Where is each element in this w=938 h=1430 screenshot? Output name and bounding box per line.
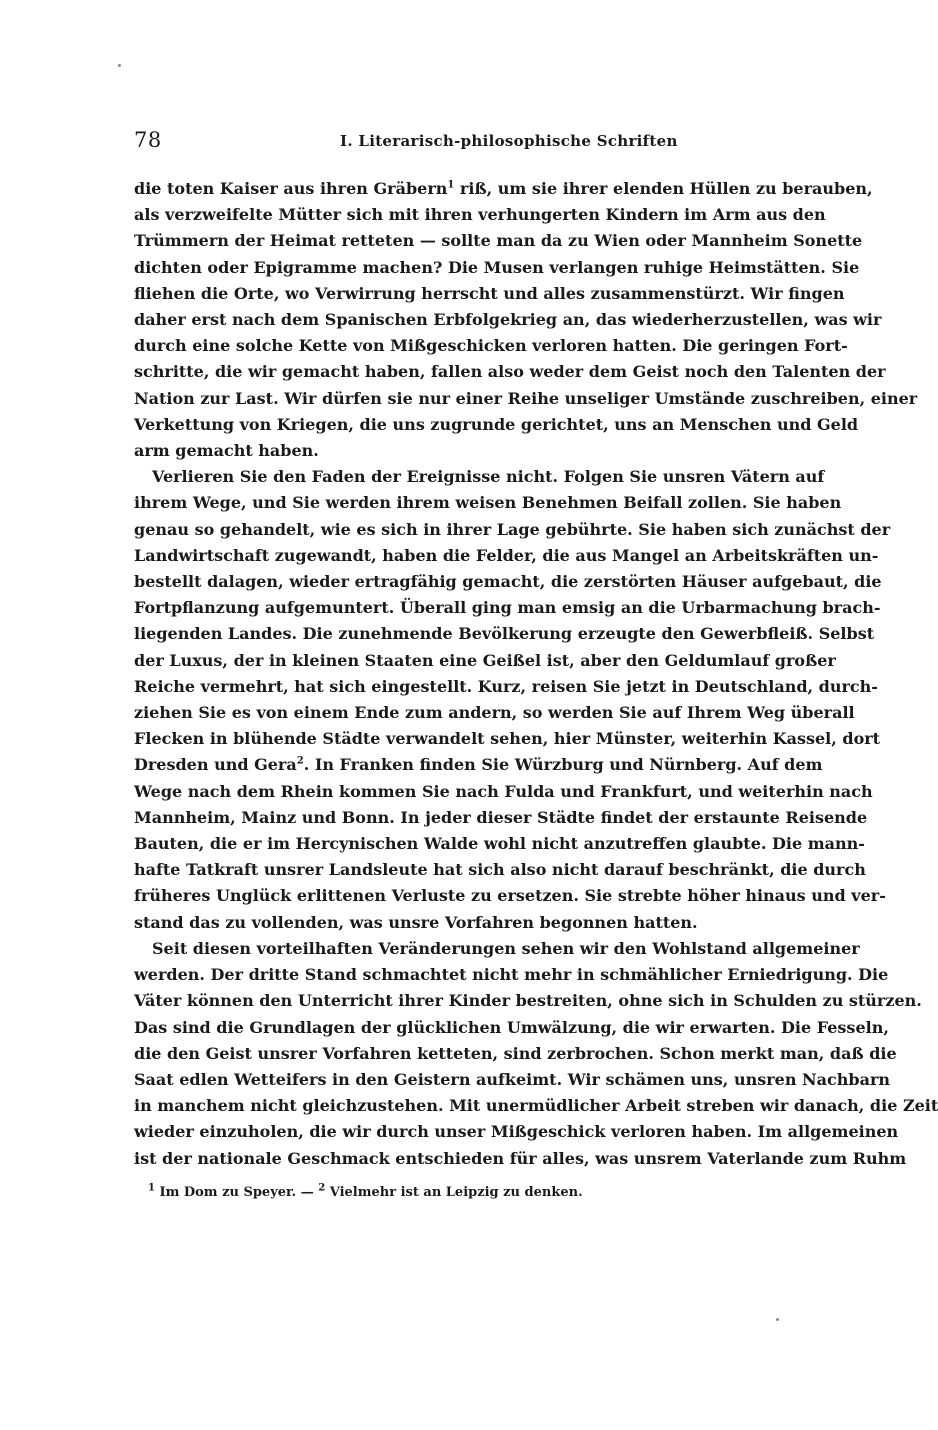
text-line: der Luxus, der in kleinen Staaten eine Geißel ist, aber den Geldumlauf großer <box>134 650 836 670</box>
text-line: ziehen Sie es von einem Ende zum andern, so werden Sie auf Ihrem Weg überall <box>134 703 855 723</box>
text-line: Mannheim, Mainz und Bonn. In jeder dieser Städte findet der erstaunte Reisende <box>134 807 868 827</box>
text-line: Verlieren Sie den Faden der Ereignisse nicht. Folgen Sie unsren Vätern auf <box>152 467 825 487</box>
footnote-1: Im Dom zu Speyer. — <box>154 1185 319 1200</box>
text-line: in manchem nicht gleichzustehen. Mit unermüdlicher Arbeit streben wir danach, die Zeit <box>134 1096 938 1116</box>
text-line: dichten oder Epigramme machen? Die Musen verlangen ruhige Heimstätten. Sie <box>134 257 860 277</box>
paragraph-1 <box>134 176 918 464</box>
footnote-2: Vielmehr ist an Leipzig zu denken. <box>325 1185 583 1200</box>
text-line: früheres Unglück erlittenen Verluste zu ersetzen. Sie strebte höher hinaus und ver- <box>134 886 886 906</box>
text-line: die toten Kaiser aus ihren Gräbern$^1$ riß, um sie ihrer elenden Hüllen zu berauben, <box>134 179 873 198</box>
paragraph-2 <box>134 464 891 936</box>
text-line: fliehen die Orte, wo Verwirrung herrscht und alles zusammenstürzt. Wir fingen <box>134 283 845 303</box>
text-line: daher erst nach dem Spanischen Erbfolgekrieg an, das wiederherzustellen, was wir <box>134 310 882 330</box>
text-line: Väter können den Unterricht ihrer Kinder bestreiten, ohne sich in Schulden zu stürzen. <box>134 991 922 1011</box>
text-line: Das sind die Grundlagen der glücklichen Umwälzung, die wir erwarten. Die Fesseln, <box>134 1017 889 1037</box>
paper-speck <box>776 1318 779 1321</box>
text-line: durch eine solche Kette von Mißgeschicken verloren hatten. Die geringen Fort- <box>134 336 848 356</box>
text-line: liegenden Landes. Die zunehmende Bevölkerung erzeugte den Gewerbfleiß. Selbst <box>134 624 875 644</box>
text-line: schritte, die wir gemacht haben, fallen also weder dem Geist noch den Talenten der <box>134 362 886 382</box>
text-line: als verzweifelte Mütter sich mit ihren verhungerten Kindern im Arm aus den <box>134 205 826 225</box>
text-line: genau so gehandelt, wie es sich in ihrer Lage gebührte. Sie haben sich zunächst der <box>134 519 891 539</box>
paragraph-3 <box>134 936 938 1172</box>
text-line: Dresden und Gera$^2$. In Franken finden Sie Würzburg und Nürnberg. Auf dem <box>134 755 823 775</box>
footnotes <box>148 1182 768 1200</box>
text-line: Bauten, die er im Hercynischen Walde wohl nicht anzutreffen glaubte. Die mann- <box>134 834 865 854</box>
footnote-ref-1[interactable]: 1 <box>447 179 455 191</box>
text-line: stand das zu vollenden, was unsre Vorfahren begonnen hatten. <box>134 912 698 932</box>
text-line: Verkettung von Kriegen, die uns zugrunde gerichtet, uns an Menschen und Geld <box>134 414 859 434</box>
text-line: arm gemacht haben. <box>134 441 319 461</box>
paper-speck <box>118 64 121 67</box>
text-line: Nation zur Last. Wir dürfen sie nur einer Reihe unseliger Umstände zuschreiben, einer <box>134 388 918 408</box>
main-text <box>134 176 938 1172</box>
footnote-mark-2: 2 <box>318 1182 326 1194</box>
text-line: bestellt dalagen, wieder ertragfähig gemacht, die zerstörten Häuser aufgebaut, die <box>134 572 882 592</box>
text-line: Fortpflanzung aufgemuntert. Überall ging man emsig an die Urbarmachung brach- <box>134 598 881 618</box>
text-line: die den Geist unsrer Vorfahren ketteten, sind zerbrochen. Schon merkt man, daß die <box>134 1043 897 1063</box>
text-line: Flecken in blühende Städte verwandelt sehen, hier Münster, weiterhin Kassel, dort <box>134 729 881 749</box>
footnote-mark-1: 1 <box>148 1182 155 1194</box>
text-line: Trümmern der Heimat retteten — sollte man da zu Wien oder Mannheim Sonette <box>134 231 863 251</box>
text-line: Wege nach dem Rhein kommen Sie nach Fulda und Frankfurt, und weiterhin nach <box>134 781 873 801</box>
text-line: Reiche vermehrt, hat sich eingestellt. Kurz, reisen Sie jetzt in Deutschland, durch- <box>134 676 878 696</box>
text-line: Seit diesen vorteilhaften Veränderungen sehen wir den Wohlstand allgemeiner <box>152 938 860 958</box>
footnote-ref-2[interactable]: 2 <box>296 756 304 768</box>
text-line: Saat edlen Wetteifers in den Geistern aufkeimt. Wir schämen uns, unsren Nachbarn <box>134 1069 891 1089</box>
text-line: wieder einzuholen, die wir durch unser Mißgeschick verloren haben. Im allgemeinen <box>134 1122 899 1142</box>
text-line: ihrem Wege, und Sie werden ihrem weisen Benehmen Beifall zollen. Sie haben <box>134 493 842 513</box>
text-line: ist der nationale Geschmack entschieden für alles, was unsrem Vaterlande zum Ruhm <box>134 1148 907 1168</box>
page-number: 78 <box>134 128 162 152</box>
running-head: I. Literarisch-philosophische Schriften <box>340 132 678 150</box>
text-line: hafte Tatkraft unsrer Landsleute hat sich also nicht darauf beschränkt, die durch <box>134 860 866 880</box>
page-header <box>134 128 784 156</box>
text-line: werden. Der dritte Stand schmachtet nicht mehr in schmählicher Erniedrigung. Die <box>134 965 889 985</box>
text-line: Landwirtschaft zugewandt, haben die Felder, die aus Mangel an Arbeitskräften un- <box>134 545 879 565</box>
